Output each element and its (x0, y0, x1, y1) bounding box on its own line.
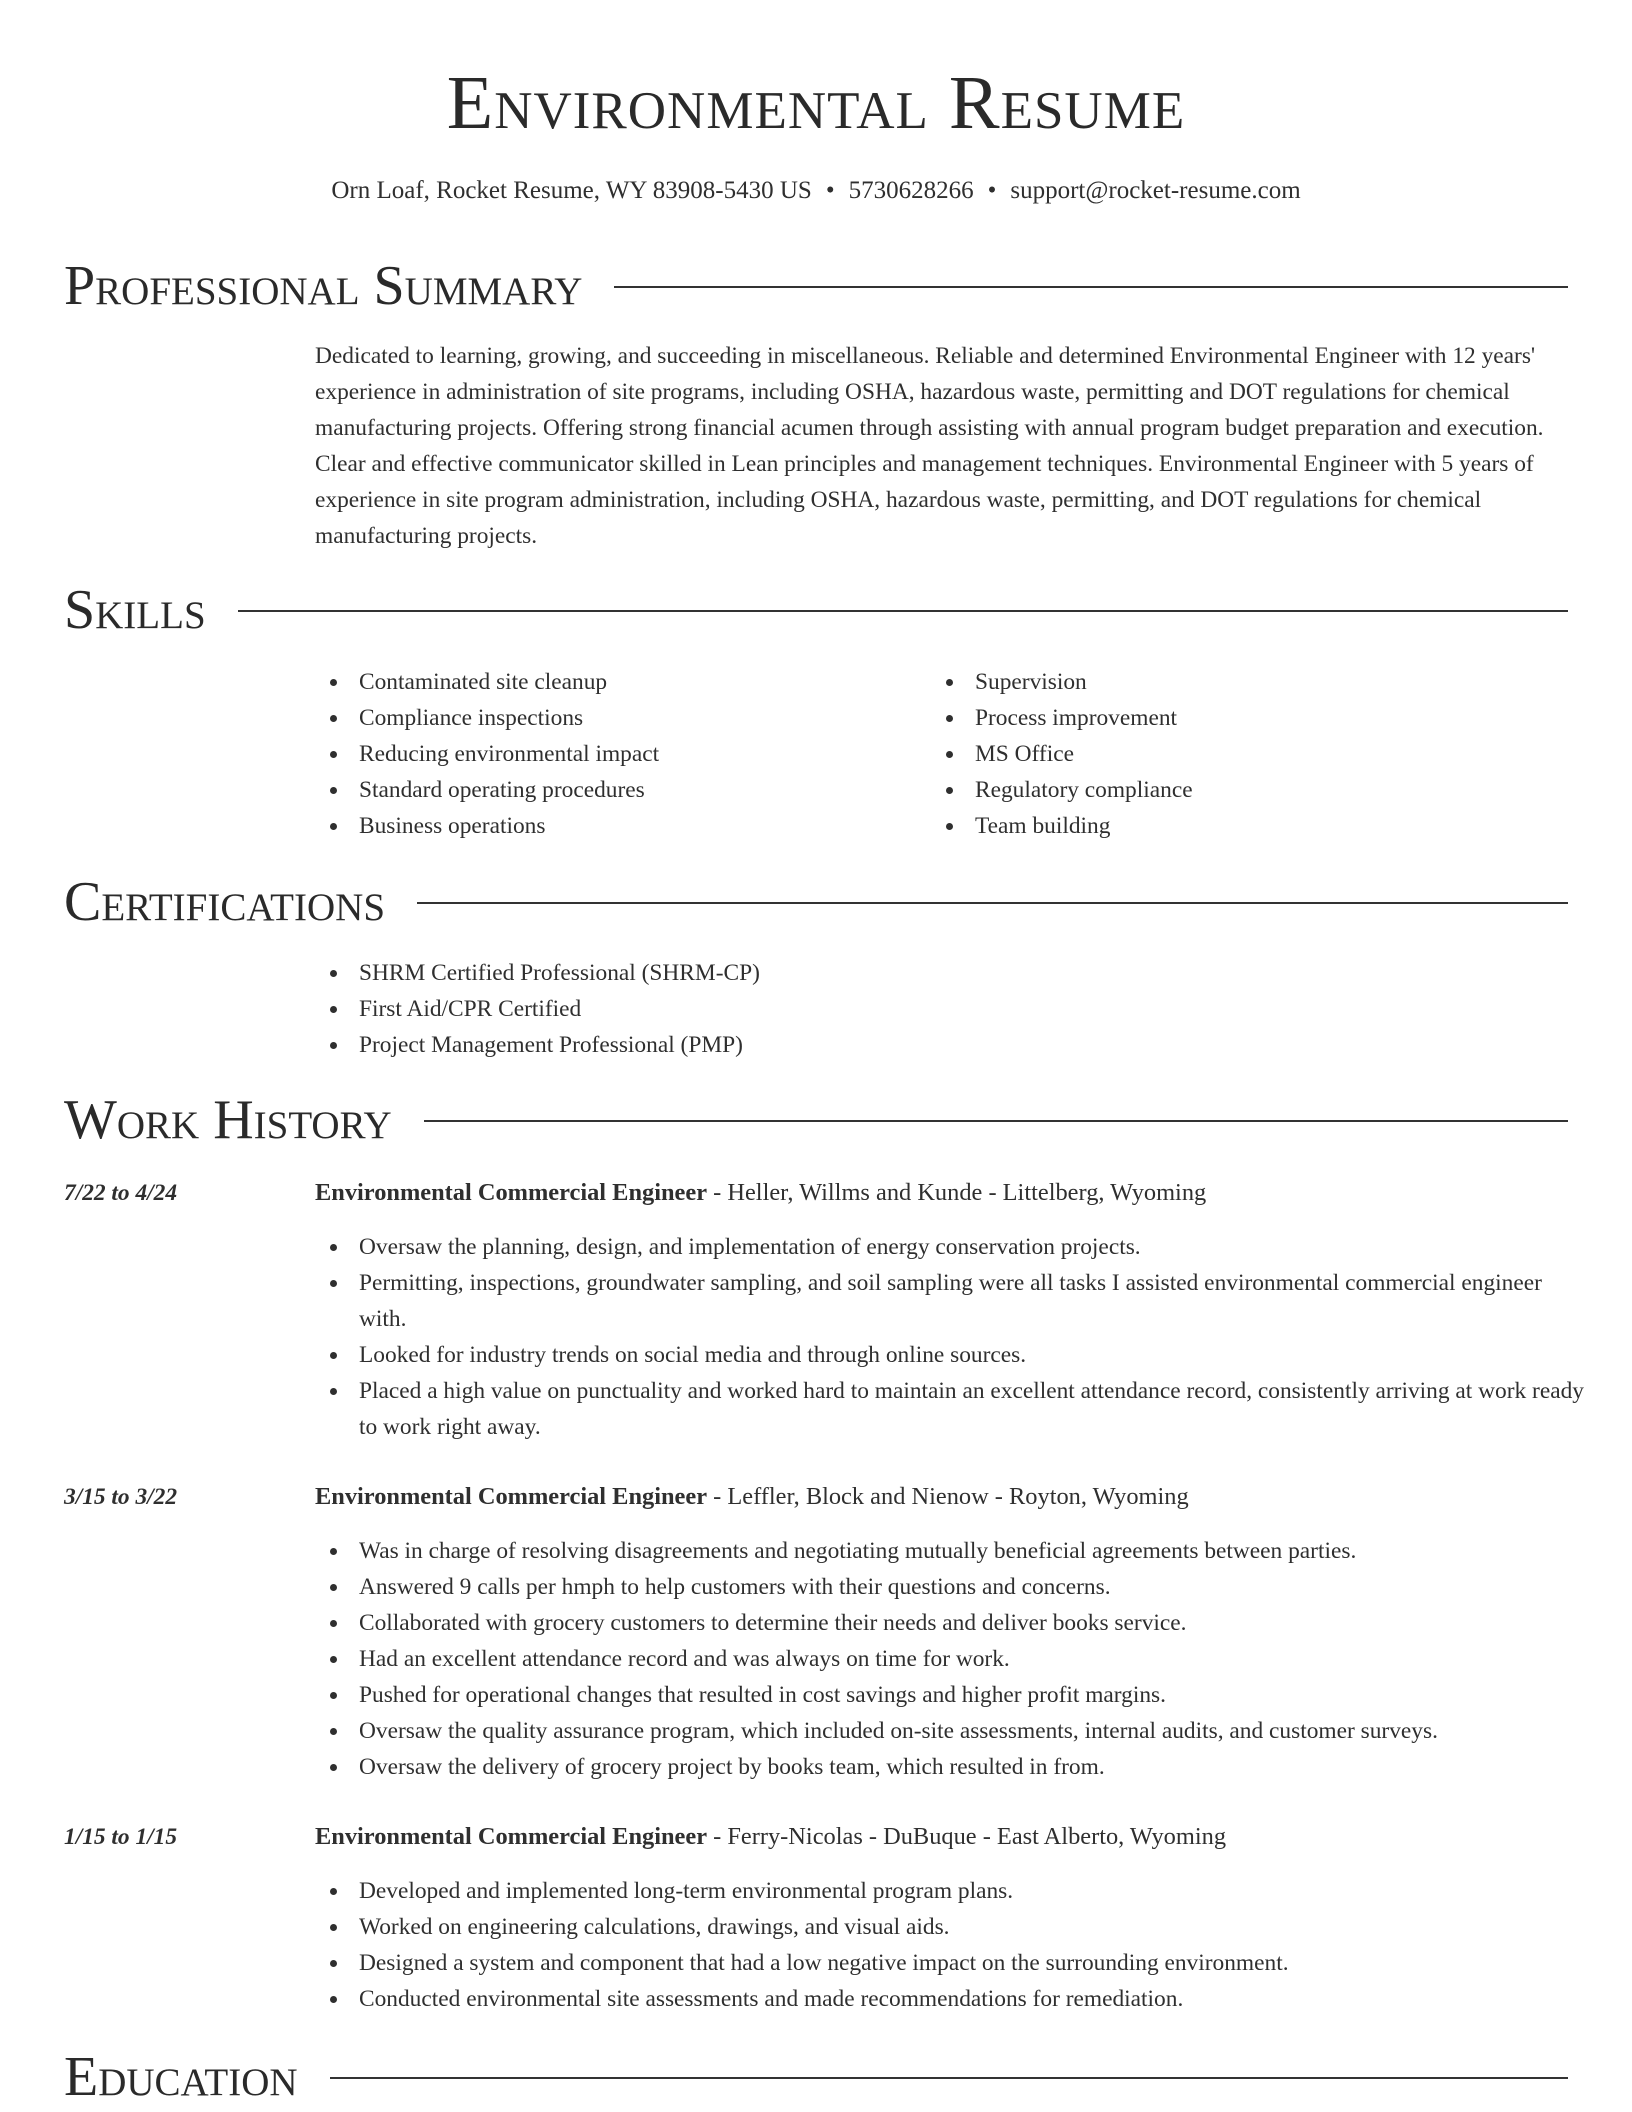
job-header (315, 1175, 1585, 1211)
work-history-section-header (64, 1088, 1568, 1152)
contact-phone: 5730628266 (848, 177, 974, 204)
job-header (315, 1819, 1585, 1855)
job-bullet: Oversaw the delivery of grocery project by books team, which resulted in from. (315, 1749, 1585, 1785)
job-employer-location: - Leffler, Block and Nienow - Royton, Wyoming (707, 1483, 1189, 1510)
summary-section-header (64, 254, 1568, 318)
job-bullet: Was in charge of resolving disagreements and negotiating mutually beneficial agreements between parties. (315, 1533, 1585, 1569)
job-bullet: Developed and implemented long-term environmental program plans. (315, 1873, 1585, 1909)
job-role: Environmental Commercial Engineer (315, 1483, 708, 1510)
job-dates: 1/15 to 1/15 (64, 1824, 178, 1850)
summary-text: Dedicated to learning, growing, and succeeding in miscellaneous. Reliable and determined Environmental Engineer with 12 years' experience in administration of site programs, including OSHA, hazardous waste, permitting and DOT regulations for chemical manufacturing projects. Offering strong financial acumen through assisting with annual program budget preparation and execution. Clear and effective communicator skilled in Lean principles and management techniques. Environmental Engineer with 5 years of experience in site program administration, including OSHA, hazardous waste, permitting, and DOT regulations for chemical manufacturing projects. (315, 343, 1544, 549)
skill-item: Supervision (931, 664, 1531, 700)
skill-item: MS Office (931, 736, 1531, 772)
skill-item: Contaminated site cleanup (315, 664, 915, 700)
certification-item: First Aid/CPR Certified (315, 991, 1215, 1027)
skill-item: Process improvement (931, 700, 1531, 736)
job-bullet: Answered 9 calls per hmph to help customers with their questions and concerns. (315, 1569, 1585, 1605)
job-bullet: Had an excellent attendance record and was always on time for work. (315, 1641, 1585, 1677)
contact-line (0, 174, 1632, 208)
job-bullets (315, 1533, 1585, 1785)
contact-separator: • (825, 177, 835, 204)
certifications-list (315, 955, 1215, 1063)
section-divider (417, 902, 1568, 904)
job-dates: 3/15 to 3/22 (64, 1484, 178, 1510)
job-bullet: Oversaw the planning, design, and implementation of energy conservation projects. (315, 1229, 1585, 1265)
certifications-heading: Certifications (64, 871, 386, 933)
job-bullet: Collaborated with grocery customers to determine their needs and deliver books service. (315, 1605, 1585, 1641)
section-divider (330, 2077, 1568, 2079)
skill-item: Business operations (315, 808, 915, 844)
job-role: Environmental Commercial Engineer (315, 1179, 708, 1206)
section-divider (614, 286, 1568, 288)
skills-heading: Skills (64, 579, 206, 641)
job-role: Environmental Commercial Engineer (315, 1823, 708, 1850)
contact-separator: • (987, 177, 997, 204)
certification-item: Project Management Professional (PMP) (315, 1027, 1215, 1063)
section-divider (424, 1120, 1568, 1122)
job-bullet: Looked for industry trends on social media and through online sources. (315, 1337, 1585, 1373)
job-bullet: Worked on engineering calculations, drawings, and visual aids. (315, 1909, 1585, 1945)
contact-address: Orn Loaf, Rocket Resume, WY 83908-5430 US (331, 177, 812, 204)
work-history-heading: Work History (64, 1089, 392, 1151)
resume-title: Environmental Resume (446, 61, 1186, 145)
skill-item: Standard operating procedures (315, 772, 915, 808)
job-bullets (315, 1873, 1585, 2017)
job-bullet: Designed a system and component that had a low negative impact on the surrounding environment. (315, 1945, 1585, 1981)
skills-list-left (315, 664, 915, 844)
job-bullet: Permitting, inspections, groundwater sampling, and soil sampling were all tasks I assisted environmental commercial engineer with. (315, 1265, 1585, 1337)
job-employer-location: - Ferry-Nicolas - DuBuque - East Alberto, Wyoming (707, 1823, 1227, 1850)
job-employer-location: - Heller, Willms and Kunde - Littelberg, Wyoming (707, 1179, 1207, 1206)
job-bullet: Conducted environmental site assessments and made recommendations for remediation. (315, 1981, 1585, 2017)
job-bullet: Oversaw the quality assurance program, which included on-site assessments, internal audits, and customer surveys. (315, 1713, 1585, 1749)
skill-item: Regulatory compliance (931, 772, 1531, 808)
skills-section-header (64, 578, 1568, 642)
job-bullets (315, 1229, 1585, 1445)
job-bullet: Placed a high value on punctuality and worked hard to maintain an excellent attendance record, consistently arriving at work ready to work right away. (315, 1373, 1585, 1445)
certifications-section-header (64, 870, 1568, 934)
job-header (315, 1479, 1585, 1515)
skills-list-right (931, 664, 1531, 844)
skill-item: Reducing environmental impact (315, 736, 915, 772)
job-dates: 7/22 to 4/24 (64, 1180, 178, 1206)
job-bullet: Pushed for operational changes that resulted in cost savings and higher profit margins. (315, 1677, 1585, 1713)
education-section-header (64, 2045, 1568, 2109)
skill-item: Team building (931, 808, 1531, 844)
section-divider (238, 610, 1568, 612)
summary-heading: Professional Summary (64, 255, 583, 317)
skill-item: Compliance inspections (315, 700, 915, 736)
contact-email[interactable]: support@rocket-resume.com (1010, 177, 1301, 204)
certification-item: SHRM Certified Professional (SHRM-CP) (315, 955, 1215, 991)
education-heading: Education (64, 2046, 298, 2108)
